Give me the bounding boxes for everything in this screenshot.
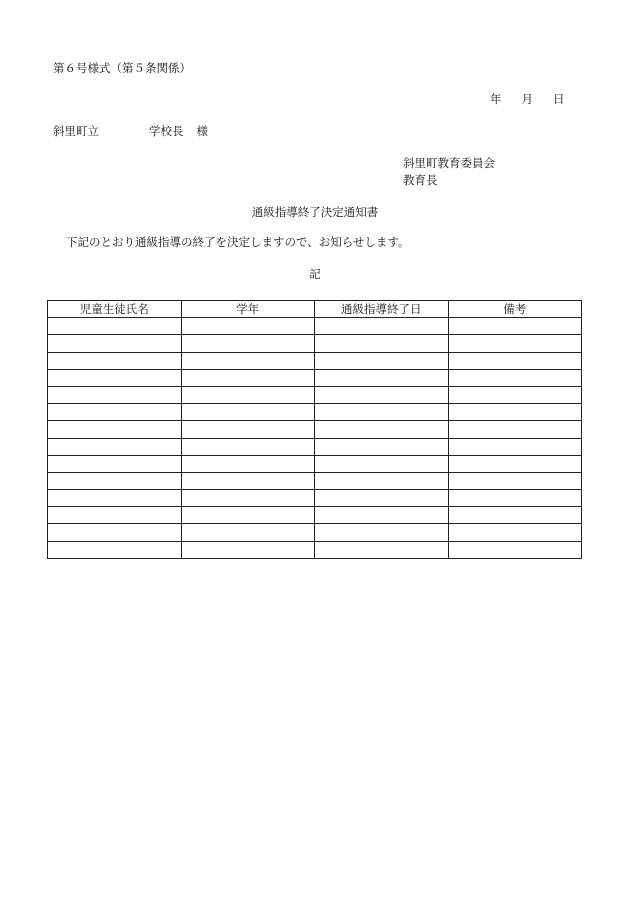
table-row — [48, 524, 582, 541]
document-title: 通級指導終了決定通知書 — [251, 205, 379, 219]
cell-grade[interactable] — [181, 455, 315, 472]
cell-end-date[interactable] — [315, 318, 449, 335]
cell-student-name[interactable] — [48, 421, 182, 438]
header-grade: 学年 — [181, 301, 315, 318]
table-header-row — [48, 301, 582, 318]
addressee-town: 斜里町立 — [53, 124, 99, 138]
sender-block — [403, 155, 495, 189]
cell-remarks[interactable] — [448, 507, 582, 524]
cell-grade[interactable] — [181, 386, 315, 403]
cell-remarks[interactable] — [448, 490, 582, 507]
cell-grade[interactable] — [181, 404, 315, 421]
date-year-label: 年 — [490, 92, 502, 106]
addressee-principal: 学校長 — [149, 124, 184, 138]
cell-grade[interactable] — [181, 369, 315, 386]
cell-grade[interactable] — [181, 541, 315, 558]
table-row — [48, 335, 582, 352]
cell-student-name[interactable] — [48, 404, 182, 421]
cell-end-date[interactable] — [315, 404, 449, 421]
cell-end-date[interactable] — [315, 421, 449, 438]
cell-end-date[interactable] — [315, 490, 449, 507]
table-row — [48, 490, 582, 507]
cell-end-date[interactable] — [315, 438, 449, 455]
table-row — [48, 472, 582, 489]
cell-end-date[interactable] — [315, 507, 449, 524]
cell-grade[interactable] — [181, 421, 315, 438]
header-remarks: 備考 — [448, 301, 582, 318]
table-row — [48, 404, 582, 421]
date-day-label: 日 — [553, 92, 565, 106]
cell-remarks[interactable] — [448, 335, 582, 352]
date-line — [490, 92, 565, 106]
table-row — [48, 369, 582, 386]
cell-remarks[interactable] — [448, 472, 582, 489]
cell-grade[interactable] — [181, 507, 315, 524]
cell-remarks[interactable] — [448, 352, 582, 369]
cell-student-name[interactable] — [48, 507, 182, 524]
cell-end-date[interactable] — [315, 369, 449, 386]
sender-board: 斜里町教育委員会 — [403, 156, 495, 170]
table-row — [48, 507, 582, 524]
cell-student-name[interactable] — [48, 352, 182, 369]
cell-remarks[interactable] — [448, 541, 582, 558]
cell-grade[interactable] — [181, 352, 315, 369]
cell-remarks[interactable] — [448, 421, 582, 438]
header-end-date: 通級指導終了日 — [315, 301, 449, 318]
cell-student-name[interactable] — [48, 490, 182, 507]
table-row — [48, 352, 582, 369]
addressee — [53, 124, 208, 138]
form-number: 第６号様式（第５条関係） — [53, 61, 191, 75]
date-month-label: 月 — [521, 92, 533, 106]
sender-title: 教育長 — [403, 173, 438, 187]
cell-student-name[interactable] — [48, 524, 182, 541]
cell-grade[interactable] — [181, 318, 315, 335]
table-row — [48, 318, 582, 335]
table-body — [48, 318, 582, 559]
cell-remarks[interactable] — [448, 524, 582, 541]
cell-remarks[interactable] — [448, 455, 582, 472]
table-row — [48, 541, 582, 558]
cell-end-date[interactable] — [315, 541, 449, 558]
cell-end-date[interactable] — [315, 352, 449, 369]
cell-end-date[interactable] — [315, 472, 449, 489]
record-table — [47, 300, 582, 559]
cell-grade[interactable] — [181, 335, 315, 352]
cell-student-name[interactable] — [48, 386, 182, 403]
cell-end-date[interactable] — [315, 524, 449, 541]
cell-student-name[interactable] — [48, 318, 182, 335]
table-row — [48, 438, 582, 455]
ki-label: 記 — [309, 267, 321, 281]
cell-remarks[interactable] — [448, 438, 582, 455]
cell-grade[interactable] — [181, 472, 315, 489]
cell-grade[interactable] — [181, 524, 315, 541]
addressee-honorific: 様 — [196, 124, 208, 138]
cell-student-name[interactable] — [48, 335, 182, 352]
cell-remarks[interactable] — [448, 318, 582, 335]
cell-remarks[interactable] — [448, 369, 582, 386]
cell-remarks[interactable] — [448, 404, 582, 421]
cell-student-name[interactable] — [48, 369, 182, 386]
cell-end-date[interactable] — [315, 455, 449, 472]
cell-end-date[interactable] — [315, 386, 449, 403]
cell-end-date[interactable] — [315, 335, 449, 352]
table-row — [48, 455, 582, 472]
table-row — [48, 421, 582, 438]
table-row — [48, 386, 582, 403]
cell-student-name[interactable] — [48, 455, 182, 472]
cell-student-name[interactable] — [48, 541, 182, 558]
cell-remarks[interactable] — [448, 386, 582, 403]
cell-student-name[interactable] — [48, 472, 182, 489]
body-text: 下記のとおり通級指導の終了を決定しますので、お知らせします。 — [66, 235, 410, 249]
cell-grade[interactable] — [181, 490, 315, 507]
cell-student-name[interactable] — [48, 438, 182, 455]
header-student-name: 児童生徒氏名 — [48, 301, 182, 318]
cell-grade[interactable] — [181, 438, 315, 455]
